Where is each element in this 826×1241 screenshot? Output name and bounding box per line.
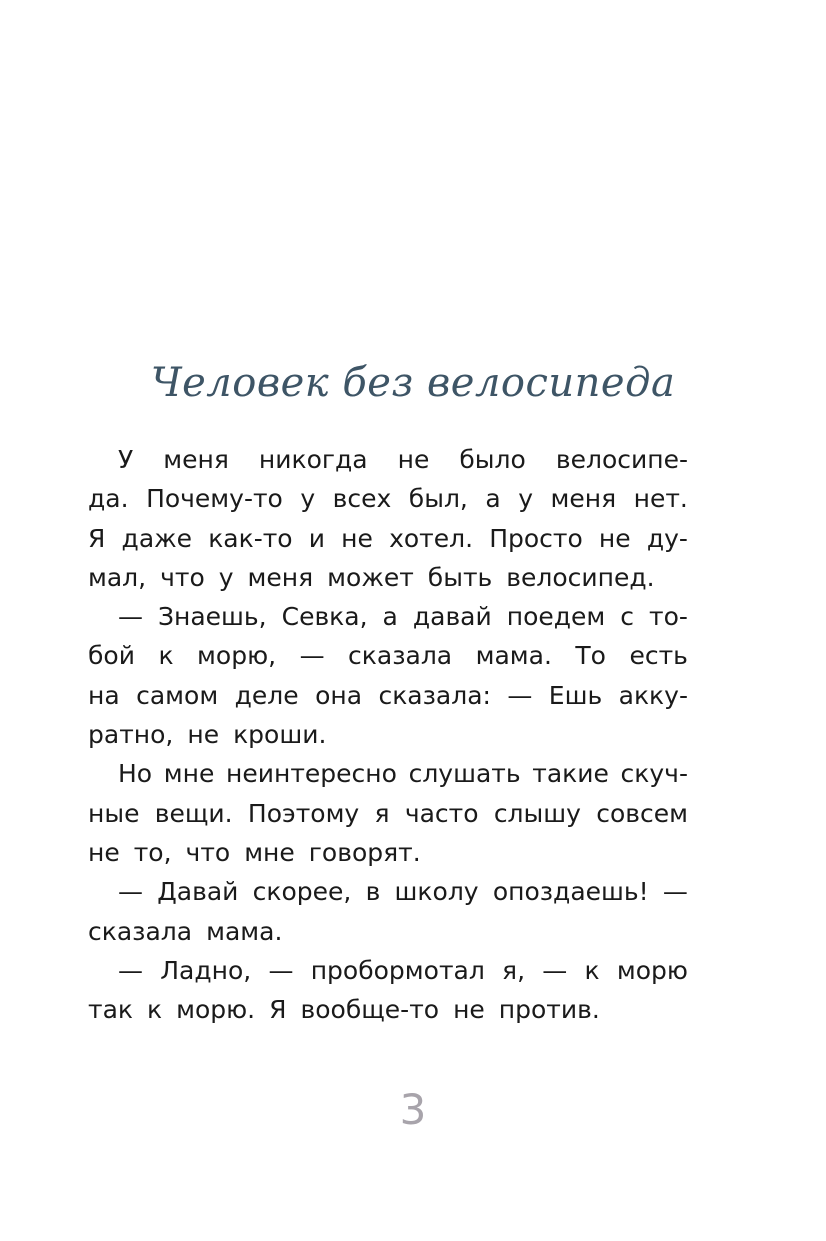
word: морю, [197, 641, 277, 671]
word: — [662, 877, 688, 907]
word: вещи. [154, 798, 233, 828]
word: у [518, 484, 534, 514]
word: — [542, 955, 568, 985]
word: такие [532, 759, 609, 789]
word: деле [234, 680, 299, 710]
word: Ладно, [160, 955, 252, 985]
word: Севка, [281, 602, 368, 632]
word: сказала: [378, 680, 491, 710]
word: Знаешь, [157, 602, 267, 632]
word: У [118, 445, 134, 474]
text-line [88, 558, 688, 597]
word: опоздаешь! [492, 877, 649, 907]
word: — [299, 641, 325, 671]
word: — [118, 602, 143, 632]
word: меня [247, 562, 314, 592]
word: говорят. [308, 837, 421, 867]
word: Я [88, 523, 106, 553]
word: — [118, 955, 143, 985]
word: я [374, 798, 390, 828]
word: не [397, 445, 430, 474]
word: есть [629, 641, 688, 671]
chapter-body [88, 440, 688, 1029]
word: Почему-то [146, 484, 283, 514]
word: против. [498, 995, 600, 1025]
word: ду- [646, 523, 688, 553]
word: — [118, 877, 143, 907]
word: и [308, 523, 326, 553]
text-line [88, 479, 688, 518]
word: пробормотал [310, 955, 485, 985]
chapter-title: Человек без велосипеда [150, 360, 676, 406]
word: так [88, 995, 133, 1025]
word: самом [136, 680, 219, 710]
word: мал, [88, 562, 147, 592]
page-number: 3 [399, 1085, 427, 1134]
text-line [88, 676, 688, 715]
word: велосипе- [555, 445, 688, 474]
word: То [575, 641, 606, 671]
word: слышу [493, 798, 581, 828]
text-line [88, 715, 688, 754]
word: не [341, 523, 373, 553]
word: морю [616, 955, 688, 985]
word: Ешь [548, 680, 603, 710]
word: мне [244, 837, 295, 867]
word: мама. [206, 916, 283, 946]
word: не [453, 995, 485, 1025]
text-line [88, 833, 688, 872]
word: морю. [176, 995, 256, 1025]
word: часто [404, 798, 479, 828]
text-line [88, 440, 688, 479]
word: не [598, 523, 631, 553]
word: было [459, 445, 526, 474]
word: мама. [475, 641, 552, 671]
word: скорее, [252, 877, 352, 907]
word: никогда [258, 445, 368, 474]
word: то- [649, 602, 688, 632]
word: мне [163, 759, 215, 789]
word: может [327, 562, 414, 592]
word: ратно, [88, 720, 174, 750]
word: Я [269, 995, 287, 1025]
text-line [88, 872, 688, 911]
word: — [268, 955, 294, 985]
word: вообще-то [300, 995, 440, 1025]
word: то, [133, 837, 172, 867]
word: а [485, 484, 501, 514]
word: — [507, 680, 533, 710]
word: бой [88, 641, 135, 671]
word: у [300, 484, 316, 514]
word: да. [88, 484, 129, 514]
text-line [88, 754, 688, 793]
word: не [187, 720, 220, 750]
word: с [620, 602, 635, 632]
word: кроши. [233, 720, 327, 750]
word: ные [88, 798, 140, 828]
word: школу [394, 877, 479, 907]
word: был, [408, 484, 468, 514]
text-line [88, 794, 688, 833]
word: к [584, 955, 600, 985]
word: к [146, 995, 163, 1025]
word: на [88, 680, 120, 710]
word: скуч- [620, 759, 688, 789]
word: неинтересно [226, 759, 397, 789]
word: акку- [618, 680, 688, 710]
word: слушать [408, 759, 521, 789]
word: совсем [596, 798, 688, 828]
word: как-то [208, 523, 293, 553]
word: велосипед. [506, 562, 655, 592]
word: Давай [157, 877, 239, 907]
word: сказала [348, 641, 453, 671]
word: что [185, 837, 231, 867]
word: быть [427, 562, 493, 592]
word: к [158, 641, 174, 671]
text-line [88, 597, 688, 636]
word: поедем [506, 602, 606, 632]
word: нет. [633, 484, 688, 514]
word: не [88, 837, 120, 867]
word: Поэтому [247, 798, 360, 828]
word: у [218, 562, 234, 592]
word: она [315, 680, 363, 710]
word: сказала [88, 916, 193, 946]
text-line [88, 519, 688, 558]
word: в [365, 877, 381, 907]
word: хотел. [389, 523, 474, 553]
word: меня [163, 445, 229, 474]
word: а [382, 602, 398, 632]
text-line [88, 951, 688, 990]
text-line [88, 912, 688, 951]
word: Но [118, 759, 153, 789]
word: меня [550, 484, 617, 514]
text-line [88, 990, 688, 1029]
word: всех [332, 484, 392, 514]
word: даже [121, 523, 193, 553]
word: что [160, 562, 205, 592]
text-line [88, 636, 688, 675]
word: давай [412, 602, 492, 632]
word: я, [502, 955, 526, 985]
word: Просто [489, 523, 583, 553]
